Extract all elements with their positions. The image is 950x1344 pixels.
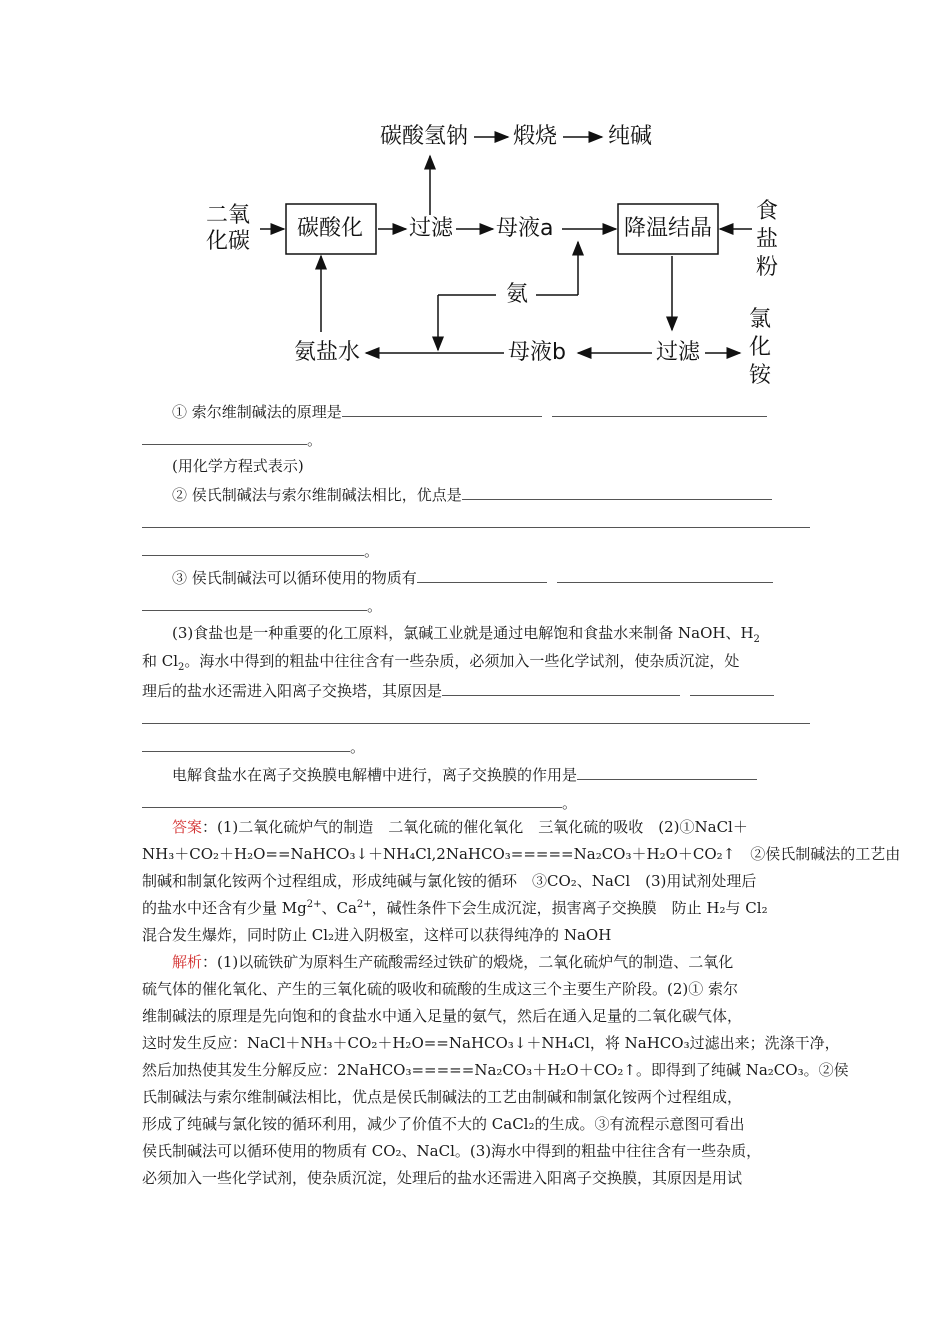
- q1-end: 。: [307, 431, 323, 449]
- p3-line-1: [172, 621, 760, 645]
- diagram-filter1: 过滤: [409, 216, 454, 241]
- analysis-label: 解析: [172, 953, 203, 971]
- diagram-ammonia-brine: 氨盐水: [294, 340, 361, 365]
- answer-text-4a: 的盐水中还含有少量 Mg: [142, 899, 307, 917]
- q1-note: (用化学方程式表示): [172, 457, 304, 475]
- analysis-line-9: 必须加入一些化学试剂，使杂质沉淀，处理后的盐水还需进入阳离子交换膜，其原因是用试: [142, 1169, 743, 1187]
- q2-line-3: [142, 537, 379, 561]
- analysis-line-6: 氏制碱法与索尔维制碱法相比，优点是侯氏制碱法的工艺由制碱和制氯化铵两个过程组成，: [142, 1088, 743, 1106]
- diagram-nahco3: 碳酸氢钠: [380, 124, 469, 149]
- diagram-filter2: 过滤: [656, 340, 701, 365]
- analysis-text-1: ：(1)以硫铁矿为原料生产硫酸需经过铁矿的煅烧，二氧化硫炉气的制造、二氧化: [202, 953, 734, 971]
- q2-blank-3: [142, 537, 364, 556]
- q1-blank-1: [342, 398, 542, 417]
- answer-sup-1: 2+: [306, 899, 322, 910]
- analysis-line-1: [172, 950, 733, 974]
- q1-text: ① 索尔维制碱法的原理是: [172, 403, 342, 421]
- q1-blank-3: [142, 426, 307, 445]
- diagram-calcine: 煅烧: [513, 124, 558, 149]
- q3-blank-3: [142, 592, 367, 611]
- q2-blank-1: [462, 481, 772, 500]
- p3-text-4: 电解食盐水在离子交换膜电解槽中进行，离子交换膜的作用是: [172, 766, 578, 784]
- p3-text-3: 理后的盐水还需进入阳离子交换塔，其原因是: [142, 682, 443, 700]
- p3-line-5: [142, 733, 365, 757]
- q3-line: [172, 564, 773, 588]
- p3-sub-2: 2: [178, 662, 185, 673]
- p3-end: 。: [350, 738, 366, 756]
- diagram-nh4cl: 氯化铵: [748, 307, 771, 388]
- flow-diagram-lines: [190, 110, 810, 395]
- diagram-salt-powder: 食盐粉: [755, 199, 778, 280]
- q2-line-2: [142, 509, 810, 533]
- flow-diagram: [190, 110, 810, 395]
- p3-text-2b: 。海水中得到的粗盐中往往含有一些杂质，必须加入一些化学试剂，使杂质沉淀，处: [184, 652, 740, 670]
- diagram-cool-cryst: 降温结晶: [624, 216, 713, 241]
- q3-blank-1: [417, 564, 547, 583]
- q1-line-2: [142, 426, 322, 450]
- q2-blank-2: [142, 509, 810, 528]
- p3-end-2: 。: [562, 794, 578, 812]
- p3-blank-3: [142, 705, 810, 724]
- q1-line: [172, 398, 767, 422]
- answer-line-2: NH₃＋CO₂＋H₂O==NaHCO₃↓＋NH₄Cl,2NaHCO₃=====Na₂CO₃＋H₂O＋CO₂↑ ②侯氏制碱法的工艺由: [142, 845, 901, 863]
- p3-text-1: (3)食盐也是一种重要的化工原料，氯碱工业就是通过电解饱和食盐水来制备 NaOH、H: [172, 624, 754, 642]
- answer-text-4b: 、Ca: [321, 899, 357, 917]
- q1-blank-2: [552, 398, 767, 417]
- answer-label: 答案: [172, 818, 203, 836]
- answer-line-4: [142, 896, 768, 920]
- q3-end: 。: [367, 597, 383, 615]
- q2-text: ② 侯氏制碱法与索尔维制碱法相比，优点是: [172, 486, 462, 504]
- q3-text: ③ 侯氏制碱法可以循环使用的物质有: [172, 569, 417, 587]
- answer-sup-2: 2+: [356, 899, 372, 910]
- diagram-ammonia: 氨: [506, 282, 529, 307]
- analysis-line-3: 维制碱法的原理是先向饱和的食盐水中通入足量的氨气，然后在通入足量的二氧化碳气体，: [142, 1007, 743, 1025]
- answer-text-4c: ，碱性条件下会生成沉淀，损害离子交换膜 防止 H₂与 Cl₂: [371, 899, 768, 917]
- answer-line-5: 混合发生爆炸，同时防止 Cl₂进入阴极室，这样可以获得纯净的 NaOH: [142, 926, 612, 944]
- p3-blank-4: [142, 733, 350, 752]
- answer-line-1: [172, 815, 748, 839]
- p3-line-4: [142, 705, 810, 729]
- analysis-line-5: 然后加热使其发生分解反应：2NaHCO₃=====Na₂CO₃＋H₂O＋CO₂↑。即得到了纯碱 Na₂CO₃。②侯: [142, 1061, 849, 1079]
- p3-blank-2: [690, 677, 774, 696]
- q3-blank-2: [557, 564, 773, 583]
- analysis-line-2: 硫气体的催化氧化、产生的三氧化硫的吸收和硫酸的生成这三个主要生产阶段。(2)① 索尔: [142, 980, 739, 998]
- q2-line: [172, 481, 772, 505]
- p3-line-3: [142, 677, 774, 701]
- p3-line-7: [142, 789, 577, 813]
- answer-line-3: 制碱和制氯化铵两个过程组成，形成纯碱与氯化铵的循环 ③CO₂、NaCl (3)用试剂处理后: [142, 872, 757, 890]
- p3-blank-1: [442, 677, 680, 696]
- p3-blank-5: [577, 761, 757, 780]
- q2-end: 。: [364, 542, 380, 560]
- diagram-mother-a: 母液a: [496, 216, 554, 241]
- p3-line-6: [172, 761, 757, 785]
- p3-sub-1: 2: [753, 634, 760, 645]
- diagram-soda: 纯碱: [608, 124, 653, 149]
- p3-blank-6: [142, 789, 562, 808]
- p3-line-2: [142, 649, 739, 673]
- diagram-co2: 二氧化碳: [206, 203, 251, 254]
- diagram-mother-b: 母液b: [508, 340, 566, 365]
- analysis-line-4: 这时发生反应：NaCl＋NH₃＋CO₂＋H₂O==NaHCO₃↓＋NH₄Cl，将 NaHCO₃过滤出来；洗涤干净，: [142, 1034, 840, 1052]
- p3-text-2a: 和 Cl: [142, 652, 179, 670]
- analysis-line-7: 形成了纯碱与氯化铵的循环利用，减少了价值不大的 CaCl₂的生成。③有流程示意图可看出: [142, 1115, 745, 1133]
- diagram-carbonation: 碳酸化: [297, 216, 364, 241]
- analysis-line-8: 侯氏制碱法可以循环使用的物质有 CO₂、NaCl。(3)海水中得到的粗盐中往往含有一些杂质，: [142, 1142, 762, 1160]
- answer-text-1: ：(1)二氧化硫炉气的制造 二氧化硫的催化氧化 三氧化硫的吸收 (2)①NaCl＋: [202, 818, 748, 836]
- q3-line-2: [142, 592, 382, 616]
